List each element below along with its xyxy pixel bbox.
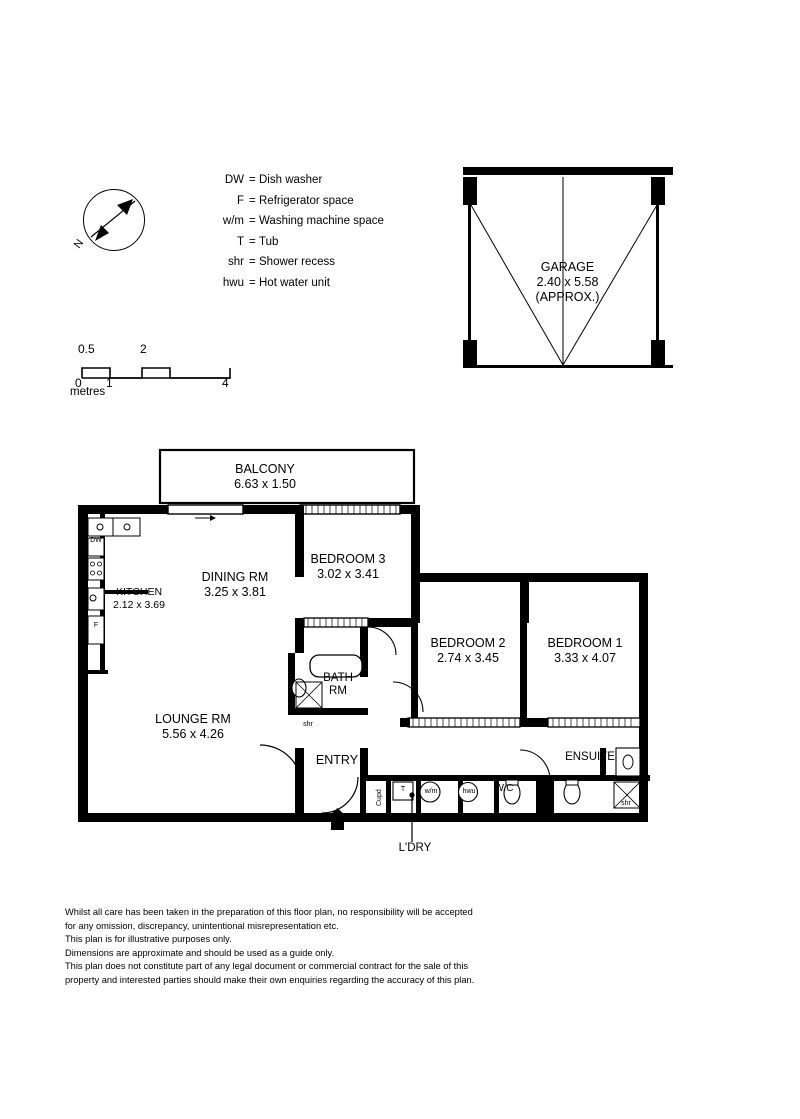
legend-row — [210, 170, 440, 191]
entry-name: ENTRY — [315, 753, 359, 767]
legend-desc: Washing machine space — [259, 215, 384, 227]
ensuite-shower-label: shr — [621, 800, 631, 807]
dw-label: DW — [90, 537, 102, 544]
room-label-bath — [310, 672, 366, 698]
scale-tick-2: 2 — [140, 342, 147, 356]
ensuite-name: ENSUITE — [565, 751, 615, 763]
legend-desc: Shower recess — [259, 256, 336, 268]
scale-tick-0.5: 0.5 — [78, 342, 95, 356]
legend-equals: = — [249, 256, 256, 268]
legend-row — [210, 232, 440, 253]
disclaimer-text — [65, 906, 685, 988]
legend-equals: = — [249, 235, 256, 248]
bedroom1-dim: 3.33 x 4.07 — [554, 651, 616, 665]
scale-tick-1: 1 — [106, 376, 113, 390]
legend-equals: = — [249, 194, 256, 207]
legend-abbr: DW — [224, 174, 244, 186]
legend-abbr: shr — [228, 256, 244, 268]
fridge-label: F — [93, 622, 99, 629]
room-label-bedroom-1 — [522, 636, 648, 666]
legend — [210, 170, 440, 293]
legend-equals: = — [249, 276, 256, 289]
legend-abbr: F — [236, 194, 244, 207]
legend-desc: Dish washer — [259, 174, 323, 186]
room-label-ensuite — [548, 750, 632, 765]
room-label-ldry — [375, 841, 455, 856]
room-label-balcony — [200, 462, 330, 492]
legend-equals: = — [249, 215, 256, 227]
room-label-lounge — [128, 712, 258, 742]
bath-name: BATH — [323, 672, 353, 684]
disclaimer-line: Dimensions are approximate and should be used as a guide only. — [65, 947, 335, 958]
legend-desc: Refrigerator space — [259, 194, 354, 207]
room-label-bedroom-3 — [278, 552, 418, 582]
cupboard-label: Cupd — [376, 789, 383, 806]
washing-machine-label: w/m — [424, 788, 438, 795]
disclaimer-line: property and interested parties should make their own enquiries regarding the accuracy of this plan. — [65, 974, 475, 985]
bedroom3-dim: 3.02 x 3.41 — [317, 567, 379, 581]
legend-desc: Tub — [259, 235, 279, 248]
garage-approx: (APPROX.) — [535, 290, 600, 304]
kitchen-name: KITCHEN — [115, 586, 163, 598]
bedroom1-name: BEDROOM 1 — [547, 636, 623, 650]
room-label-kitchen — [100, 586, 178, 611]
legend-row — [210, 191, 440, 212]
disclaimer-line: This plan does not constitute part of any legal document or commercial contract for the sale of this — [65, 961, 469, 972]
lounge-dim: 5.56 x 4.26 — [162, 727, 224, 741]
hot-water-unit-label: hwu — [462, 788, 476, 795]
legend-abbr: hwu — [222, 276, 244, 289]
balcony-name: BALCONY — [235, 462, 295, 476]
room-label-bedroom-2 — [405, 636, 531, 666]
scale-bar — [70, 336, 250, 406]
bath-rm: RM — [329, 685, 347, 697]
wc-name: W.C — [494, 783, 514, 794]
room-label-entry — [292, 753, 382, 768]
legend-row — [210, 211, 440, 232]
garage-name: GARAGE — [540, 260, 595, 274]
compass-needle-icon — [75, 183, 155, 263]
tub-label: T — [400, 786, 406, 793]
legend-row — [210, 273, 440, 294]
balcony-dim: 6.63 x 1.50 — [234, 477, 296, 491]
disclaimer-line: Whilst all care has been taken in the preparation of this floor plan, no responsibility will be accepted — [65, 907, 473, 917]
scale-unit-label: metres — [70, 386, 106, 398]
garage-label-block — [455, 260, 680, 305]
compass-rose — [71, 183, 155, 263]
disclaimer-line: for any omission, discrepancy, unintentional misrepresentation etc. — [65, 920, 339, 931]
legend-desc: Hot water unit — [259, 276, 330, 289]
bedroom2-name: BEDROOM 2 — [430, 636, 506, 650]
bath-shower-label: shr — [303, 721, 313, 728]
scale-tick-0: 0 — [75, 376, 82, 390]
lounge-name: LOUNGE RM — [155, 712, 231, 726]
bedroom3-name: BEDROOM 3 — [310, 552, 386, 566]
scale-tick-4: 4 — [222, 376, 229, 390]
legend-row — [210, 252, 440, 273]
room-label-wc — [484, 781, 524, 796]
legend-equals: = — [249, 174, 256, 186]
dining-dim: 3.25 x 3.81 — [204, 585, 266, 599]
garage-dim: 2.40 x 5.58 — [536, 275, 599, 289]
legend-abbr: w/m — [222, 215, 244, 227]
garage-diagram — [455, 165, 680, 380]
ldry-name: L'DRY — [398, 842, 432, 854]
apartment-plan-drawing — [0, 430, 800, 860]
bedroom2-dim: 2.74 x 3.45 — [437, 651, 499, 665]
kitchen-dim: 2.12 x 3.69 — [113, 598, 165, 611]
legend-abbr: T — [236, 235, 244, 248]
compass-north-label: N — [71, 237, 87, 251]
disclaimer-line: This plan is for illustrative purposes only. — [65, 934, 232, 945]
dining-name: DINING RM — [201, 570, 269, 584]
